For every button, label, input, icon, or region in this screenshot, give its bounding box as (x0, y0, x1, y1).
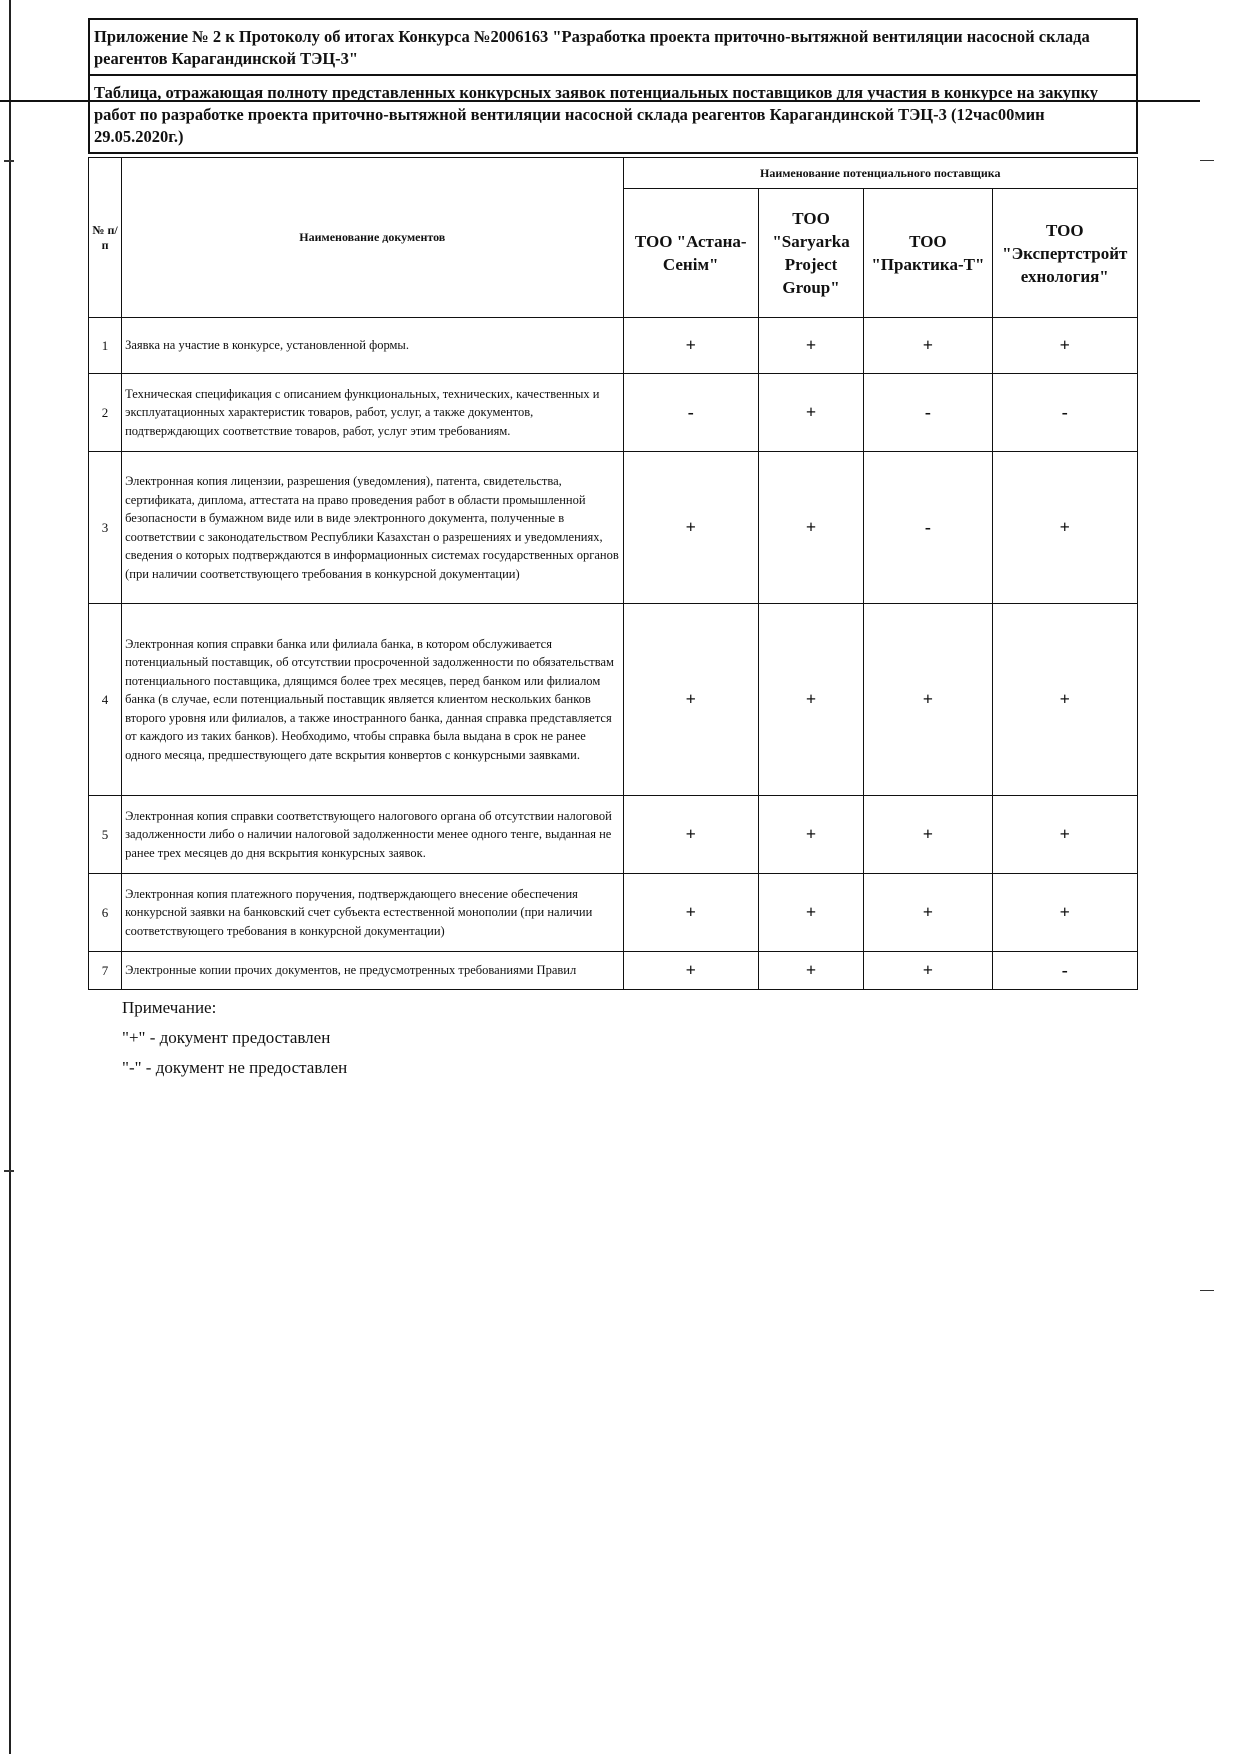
row-number: 7 (89, 952, 122, 990)
status-mark: + (864, 796, 992, 874)
status-mark: - (623, 374, 758, 452)
row-number: 1 (89, 318, 122, 374)
table-row (89, 318, 1138, 374)
scan-artifact (4, 1170, 14, 1172)
table-row (89, 604, 1138, 796)
status-mark: + (758, 796, 863, 874)
status-mark: + (992, 452, 1137, 604)
row-number: 4 (89, 604, 122, 796)
status-mark: + (623, 952, 758, 990)
status-mark: + (864, 604, 992, 796)
supplier-header: ТОО "Экспертстройт ехнология" (992, 189, 1137, 318)
notes-plus-legend: "+" - документ предоставлен (122, 1028, 331, 1047)
notes-section (122, 993, 347, 1083)
scan-artifact (4, 160, 14, 162)
status-mark: + (758, 318, 863, 374)
column-header-number: № п/п (89, 158, 122, 318)
table-row (89, 452, 1138, 604)
supplier-header: ТОО "Практика-Т" (864, 189, 992, 318)
table-row (89, 796, 1138, 874)
document-name: Электронная копия справки соответствующего налогового органа об отсутствии налоговой задолженности либо о наличии налоговой задолженности менее одного тенге, выданная не ранее трех месяцев до дня вскрытия конкурсных заявок. (122, 796, 623, 874)
submissions-table (88, 157, 1138, 990)
status-mark: + (758, 874, 863, 952)
status-mark: + (992, 604, 1137, 796)
status-mark: + (623, 796, 758, 874)
column-group-suppliers: Наименование потенциального поставщика (623, 158, 1137, 189)
status-mark: - (864, 374, 992, 452)
status-mark: + (992, 796, 1137, 874)
status-mark: + (623, 604, 758, 796)
row-number: 3 (89, 452, 122, 604)
table-row (89, 374, 1138, 452)
document-header-frame (88, 18, 1138, 154)
status-mark: + (864, 874, 992, 952)
status-mark: - (864, 452, 992, 604)
status-mark: + (864, 952, 992, 990)
table-row (89, 952, 1138, 990)
document-name: Электронная копия справки банка или филиала банка, в котором обслуживается потенциальный поставщик, об отсутствии просроченной задолженности по обязательствам потенциального поставщика, длящимся более трех месяцев, перед банком или филиалом банка (в случае, если потенциальный поставщик является клиентом нескольких банков второго уровня или филиалов, а также иностранного банка, данная справка представляется от каждого из таких банков). Необходимо, чтобы справка была выдана в срок не ранее одного месяца, предшествующего дате вскрытия конвертов с конкурсными заявками. (122, 604, 623, 796)
row-number: 5 (89, 796, 122, 874)
document-name: Электронные копии прочих документов, не предусмотренных требованиями Правил (122, 952, 623, 990)
supplier-header: ТОО "Астана-Сенім" (623, 189, 758, 318)
row-number: 2 (89, 374, 122, 452)
document-name: Техническая спецификация с описанием функциональных, технических, качественных и эксплуатационных характеристик товаров, работ, услуг, а также документов, подтверждающих соответствие товаров, работ, услуг этим требованиям. (122, 374, 623, 452)
supplier-header: ТОО "Saryarka Project Group" (758, 189, 863, 318)
notes-minus-legend: "-" - документ не предоставлен (122, 1058, 348, 1077)
status-mark: + (758, 952, 863, 990)
status-mark: - (992, 952, 1137, 990)
scan-artifact (1200, 1290, 1214, 1291)
status-mark: + (758, 374, 863, 452)
scan-border-line (9, 0, 11, 1754)
document-name: Электронная копия платежного поручения, подтверждающего внесение обеспечения конкурсной заявки на банковский счет субъекта естественной монополии (при наличии соответствующего требования в конкурсной документации) (122, 874, 623, 952)
notes-title: Примечание: (122, 998, 217, 1017)
status-mark: + (992, 874, 1137, 952)
status-mark: + (623, 452, 758, 604)
status-mark: + (623, 874, 758, 952)
document-name: Заявка на участие в конкурсе, установленной формы. (122, 318, 623, 374)
document-name: Электронная копия лицензии, разрешения (уведомления), патента, свидетельства, сертификата, диплома, аттестата на право проведения работ в области промышленной безопасности в бумажном виде или в виде электронного документа, полученные в соответствии с законодательством Республики Казахстан о разрешениях и уведомлениях, сведения о которых подтверждаются в информационных системах государственных органов (при наличии соответствующего требования в конкурсной документации) (122, 452, 623, 604)
status-mark: + (623, 318, 758, 374)
row-number: 6 (89, 874, 122, 952)
status-mark: + (758, 604, 863, 796)
scan-artifact (1200, 160, 1214, 161)
status-mark: + (864, 318, 992, 374)
table-row (89, 874, 1138, 952)
status-mark: + (992, 318, 1137, 374)
status-mark: + (758, 452, 863, 604)
column-header-documents: Наименование документов (122, 158, 623, 318)
status-mark: - (992, 374, 1137, 452)
appendix-title: Приложение № 2 к Протоколу об итогах Конкурса №2006163 "Разработка проекта приточно-вытяжной вентиляции насосной склада реагентов Карагандинской ТЭЦ-3" (90, 20, 1136, 76)
table-caption: Таблица, отражающая полноту представленных конкурсных заявок потенциальных поставщиков для участия в конкурсе на закупку работ по разработке проекта приточно-вытяжной вентиляции насосной склада реагентов Карагандинской ТЭЦ-3 (12час00мин 29.05.2020г.) (90, 76, 1136, 154)
